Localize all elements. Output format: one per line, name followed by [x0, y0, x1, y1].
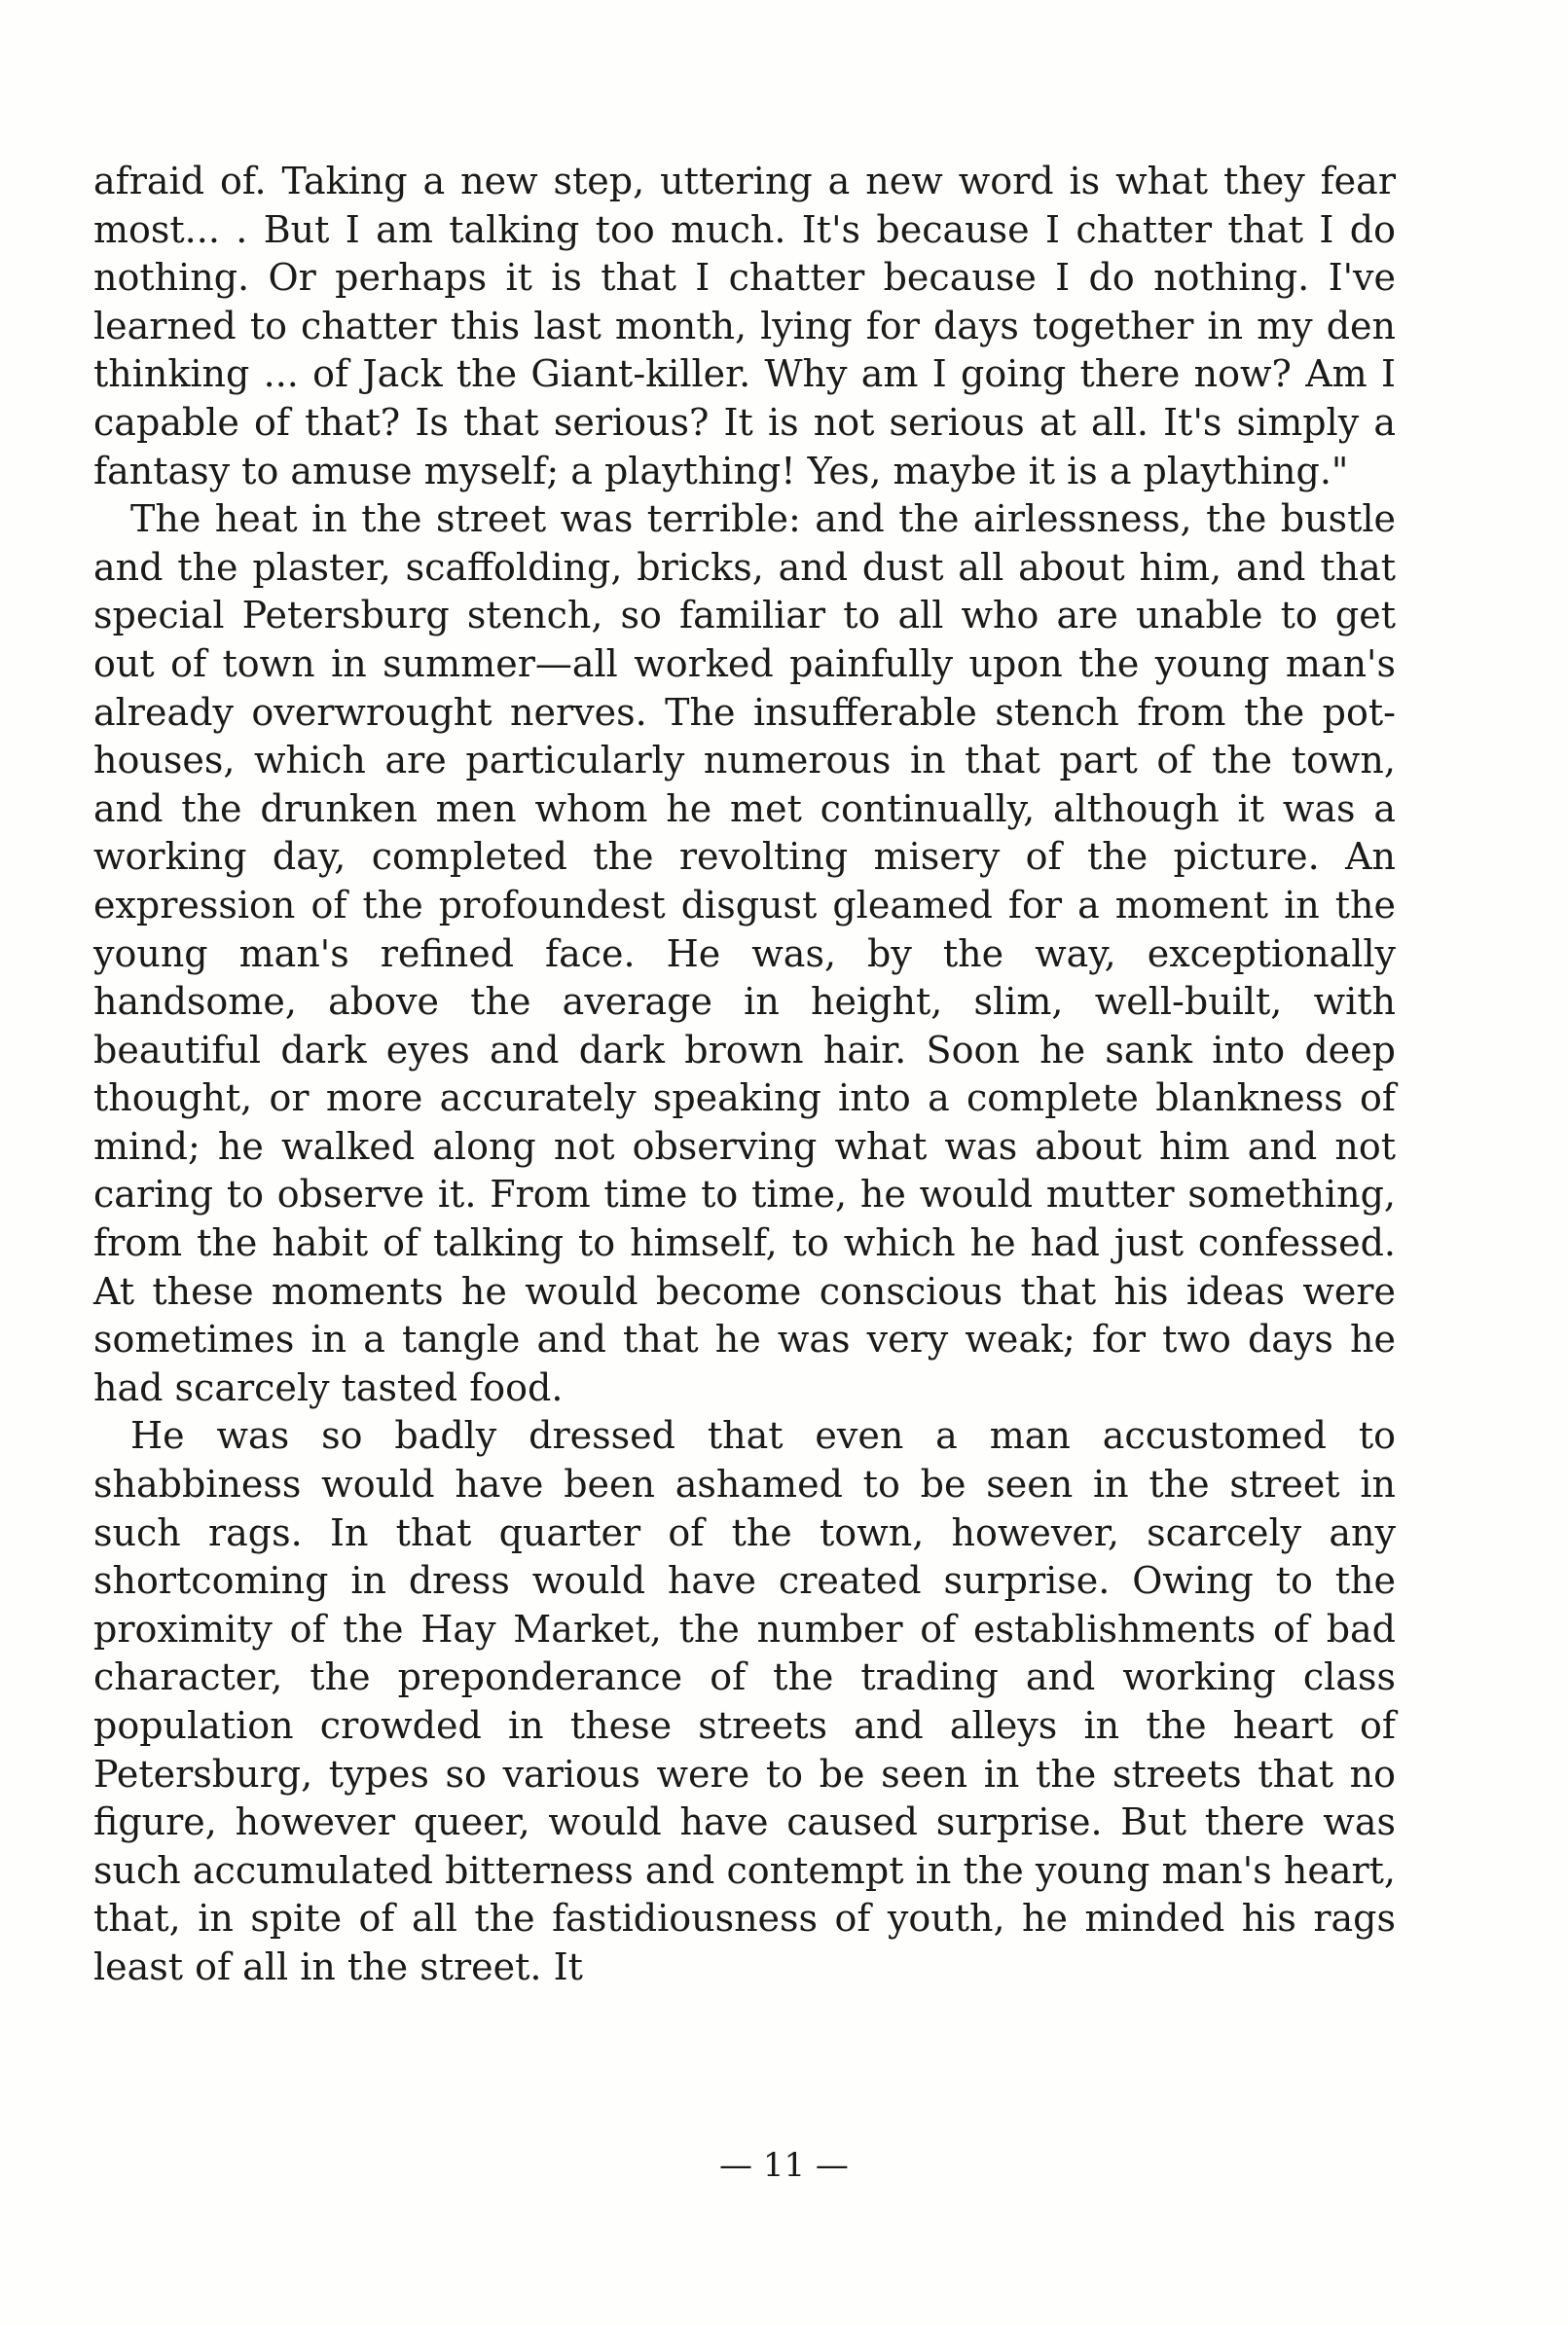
paragraph-3: He was so badly dressed that even a man accustomed to shabbiness would have been ashamed to be seen in the street in such rags. In that quarter of the town, however, scarcely any shortcoming in dress would have created surprise. Owing to the proximity of the Hay Market, the number of establishments of bad character, the preponderance of the trading and working class population crowded in these streets and alleys in the heart of Petersburg, types so various were to be seen in the streets that no figure, however queer, would have caused surprise. But there was such accumulated bitterness and contempt in the young man's heart, that, in spite of all the fastidiousness of youth, he minded his rags least of all in the street. It [93, 1414, 1396, 1988]
page-number: — 11 — [719, 2146, 849, 2185]
body-text [93, 158, 1396, 1992]
paragraph-1: afraid of. Taking a new step, uttering a new word is what they fear most... . But I am talking too much. It's because I chatter that I do nothing. Or perhaps it is that I chatter because I do nothing. I've learned to chatter this last month, lying for days together in my den thinking ... of Jack the Giant-killer. Why am I going there now? Am I capable of that? Is that serious? It is not serious at all. It's simply a fantasy to amuse myself; a plaything! Yes, maybe it is a plaything." [93, 160, 1396, 492]
paragraph-2: The heat in the street was terrible: and the airlessness, the bustle and the plaster, scaffolding, bricks, and dust all about him, and that special Petersburg stench, so familiar to all who are unable to get out of town in summer—all worked painfully upon the young man's already overwrought nerves. The insufferable stench from the pot- houses, which are particularly numerous in that part of the town, and the drunken men whom he met continually, although it was a working day, completed the revolting misery of the picture. An expression of the profoundest disgust gleamed for a moment in the young man's refined face. He was, by the way, exceptionally handsome, above the average in height, slim, well-built, with beautiful dark eyes and dark brown hair. Soon he sank into deep thought, or more accurately speaking into a complete blankness of mind; he walked along not observing what was about him and not caring to observe it. From time to time, he would mutter something, from the habit of talking to himself, to which he had just confessed. At these moments he would become conscious that his ideas were sometimes in a tangle and that he was very weak; for two days he had scarcely tasted food. [93, 497, 1396, 1409]
